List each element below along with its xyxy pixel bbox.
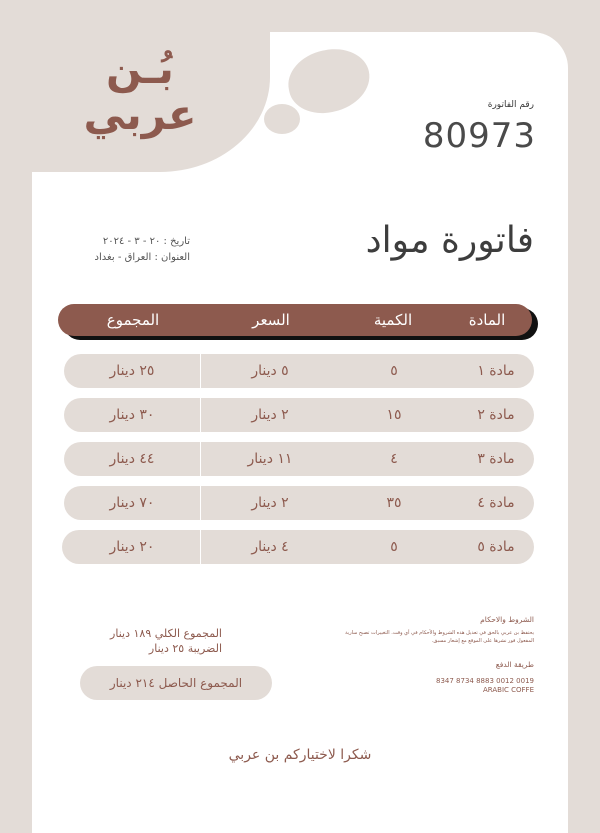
payment-account-number: 8347 8734 8883 0012 0019 bbox=[436, 677, 534, 685]
cell-item: مادة ٤ bbox=[477, 495, 515, 511]
subtotal-text: المجموع الكلي ١٨٩ دينار bbox=[110, 627, 222, 640]
column-divider bbox=[200, 530, 201, 564]
header-item: المادة bbox=[468, 311, 506, 329]
header-total: المجموع bbox=[106, 311, 160, 329]
terms-text: يحتفظ بن عربي بالحق في تعديل هذه الشروط والأحكام في أي وقت. التغييرات تصبح سارية المفعول فور نشرها على الموقع مع إشعار مسبق. bbox=[345, 630, 534, 644]
column-divider bbox=[200, 354, 201, 388]
brand-logo: بُـن عربي bbox=[83, 44, 197, 140]
cell-item: مادة ٣ bbox=[477, 451, 515, 467]
tax-text: الضريبة ٢٥ دينار bbox=[148, 642, 222, 655]
invoice-meta bbox=[70, 234, 190, 266]
table-row bbox=[64, 398, 534, 432]
header-qty: الكمية bbox=[373, 311, 413, 329]
totals-summary bbox=[70, 626, 222, 656]
terms-section bbox=[330, 615, 534, 645]
invoice-number: 80973 bbox=[422, 116, 536, 156]
thank-you-message: شكرا لاختياركم بن عربي bbox=[228, 747, 372, 763]
cell-price: ٢ دينار bbox=[251, 407, 289, 423]
cell-item: مادة ٥ bbox=[477, 539, 515, 555]
column-divider bbox=[200, 486, 201, 520]
cell-price: ١١ دينار bbox=[247, 451, 293, 467]
invoice-title: فاتورة مواد bbox=[365, 220, 534, 261]
cell-total: ٤٤ دينار bbox=[109, 451, 155, 467]
table-row bbox=[64, 486, 534, 520]
cell-total: ٢٥ دينار bbox=[109, 363, 155, 379]
cell-price: ٤ دينار bbox=[251, 539, 289, 555]
table-row bbox=[62, 530, 534, 564]
grand-total-badge: المجموع الحاصل ٢١٤ دينار bbox=[80, 666, 272, 700]
cell-total: ٧٠ دينار bbox=[109, 495, 155, 511]
table-row bbox=[64, 442, 534, 476]
cell-price: ٢ دينار bbox=[251, 495, 289, 511]
payment-heading: طريقة الدفع bbox=[495, 660, 534, 669]
decorative-blob-small bbox=[264, 104, 300, 134]
terms-heading: الشروط والاحكام bbox=[480, 615, 534, 624]
cell-total: ٢٠ دينار bbox=[109, 539, 155, 555]
cell-qty: ١٥ bbox=[386, 407, 402, 423]
cell-qty: ٥ bbox=[390, 363, 398, 379]
header-price: السعر bbox=[252, 311, 290, 329]
column-divider bbox=[200, 442, 201, 476]
cell-price: ٥ دينار bbox=[251, 363, 289, 379]
cell-qty: ٣٥ bbox=[386, 495, 402, 511]
cell-qty: ٥ bbox=[390, 539, 398, 555]
invoice-address: العنوان : العراق - بغداد bbox=[94, 252, 190, 263]
cell-item: مادة ١ bbox=[477, 363, 515, 379]
payment-account-name: ARABIC COFFE bbox=[482, 686, 534, 694]
invoice-date: تاريخ : ٢٠ - ٣ - ٢٠٢٤ bbox=[102, 236, 190, 247]
cell-item: مادة ٢ bbox=[477, 407, 515, 423]
cell-qty: ٤ bbox=[390, 451, 398, 467]
table-row bbox=[64, 354, 534, 388]
invoice-number-label: رقم الفاتورة bbox=[487, 100, 534, 110]
table-header bbox=[58, 304, 532, 336]
column-divider bbox=[200, 398, 201, 432]
cell-total: ٣٠ دينار bbox=[109, 407, 155, 423]
